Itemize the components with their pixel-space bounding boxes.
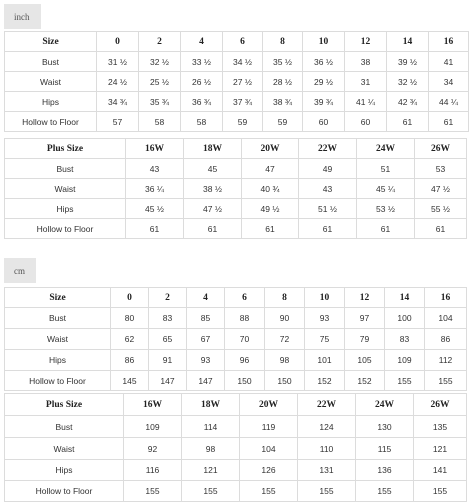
measurement-value: 92 xyxy=(124,438,182,460)
measurement-value: 121 xyxy=(182,460,240,481)
measurement-value: 41 ¼ xyxy=(345,92,387,112)
measurement-value: 53 xyxy=(415,159,467,179)
measurement-value: 51 ½ xyxy=(299,199,357,219)
size-header-cell: 20W xyxy=(242,139,299,159)
measurement-label: Bust xyxy=(5,159,126,179)
size-header-cell: 16 xyxy=(429,32,469,52)
table-row xyxy=(5,199,467,219)
table-row xyxy=(5,481,467,502)
measurement-value: 105 xyxy=(345,350,385,371)
measurement-value: 136 xyxy=(356,460,414,481)
unit-label-cm: cm xyxy=(4,258,36,283)
measurement-value: 59 xyxy=(263,112,303,132)
measurement-value: 29 ½ xyxy=(303,72,345,92)
measurement-value: 36 ¼ xyxy=(126,179,184,199)
measurement-value: 150 xyxy=(265,371,305,391)
measurement-value: 83 xyxy=(385,329,425,350)
measurement-value: 43 xyxy=(126,159,184,179)
measurement-value: 150 xyxy=(225,371,265,391)
inch-standard-size-table xyxy=(4,31,469,132)
measurement-value: 155 xyxy=(356,481,414,502)
table-row xyxy=(5,371,467,391)
size-header-cell: 2 xyxy=(139,32,181,52)
size-header-cell: 14 xyxy=(385,288,425,308)
measurement-value: 152 xyxy=(345,371,385,391)
measurement-value: 61 xyxy=(184,219,242,239)
measurement-value: 109 xyxy=(124,416,182,438)
size-header-cell: 18W xyxy=(184,139,242,159)
size-header-cell: 4 xyxy=(187,288,225,308)
measurement-value: 126 xyxy=(240,460,298,481)
measurement-value: 155 xyxy=(385,371,425,391)
measurement-value: 34 xyxy=(429,72,469,92)
measurement-value: 37 ¾ xyxy=(223,92,263,112)
measurement-value: 61 xyxy=(357,219,415,239)
measurement-value: 38 ½ xyxy=(184,179,242,199)
measurement-value: 90 xyxy=(265,308,305,329)
measurement-value: 42 ¾ xyxy=(387,92,429,112)
measurement-value: 39 ½ xyxy=(387,52,429,72)
measurement-label: Hips xyxy=(5,350,111,371)
measurement-value: 49 ½ xyxy=(242,199,299,219)
measurement-value: 43 xyxy=(299,179,357,199)
size-header-cell: 12 xyxy=(345,288,385,308)
table-row xyxy=(5,72,469,92)
measurement-value: 61 xyxy=(415,219,467,239)
measurement-value: 36 ½ xyxy=(303,52,345,72)
measurement-value: 61 xyxy=(126,219,184,239)
measurement-value: 72 xyxy=(265,329,305,350)
measurement-value: 116 xyxy=(124,460,182,481)
measurement-value: 51 xyxy=(357,159,415,179)
measurement-value: 26 ½ xyxy=(181,72,223,92)
size-header-cell: 26W xyxy=(415,139,467,159)
measurement-value: 25 ½ xyxy=(139,72,181,92)
header-row xyxy=(5,32,469,52)
measurement-value: 31 ½ xyxy=(97,52,139,72)
measurement-value: 31 xyxy=(345,72,387,92)
measurement-value: 130 xyxy=(356,416,414,438)
size-header-cell: 16W xyxy=(124,394,182,416)
measurement-value: 32 ½ xyxy=(139,52,181,72)
measurement-value: 79 xyxy=(345,329,385,350)
measurement-value: 67 xyxy=(187,329,225,350)
size-header-cell: 8 xyxy=(265,288,305,308)
measurement-label: Bust xyxy=(5,308,111,329)
measurement-value: 28 ½ xyxy=(263,72,303,92)
size-header-cell: 12 xyxy=(345,32,387,52)
measurement-value: 121 xyxy=(414,438,467,460)
measurement-value: 55 ½ xyxy=(415,199,467,219)
size-header-cell: 24W xyxy=(357,139,415,159)
measurement-value: 58 xyxy=(181,112,223,132)
size-column-header: Plus Size xyxy=(5,394,124,416)
size-header-cell: 16W xyxy=(126,139,184,159)
measurement-value: 155 xyxy=(298,481,356,502)
measurement-value: 98 xyxy=(265,350,305,371)
measurement-value: 75 xyxy=(305,329,345,350)
size-header-cell: 10 xyxy=(305,288,345,308)
measurement-value: 152 xyxy=(305,371,345,391)
measurement-value: 47 xyxy=(242,159,299,179)
measurement-value: 112 xyxy=(425,350,467,371)
measurement-value: 39 ¾ xyxy=(303,92,345,112)
table-row xyxy=(5,308,467,329)
measurement-value: 155 xyxy=(425,371,467,391)
measurement-value: 124 xyxy=(298,416,356,438)
measurement-value: 93 xyxy=(305,308,345,329)
cm-standard-size-table xyxy=(4,287,467,391)
measurement-value: 83 xyxy=(149,308,187,329)
size-header-cell: 24W xyxy=(356,394,414,416)
measurement-value: 104 xyxy=(425,308,467,329)
inch-plus-size-table xyxy=(4,138,467,239)
table-row xyxy=(5,438,467,460)
measurement-label: Hips xyxy=(5,460,124,481)
measurement-label: Hollow to Floor xyxy=(5,219,126,239)
measurement-value: 35 ¾ xyxy=(139,92,181,112)
measurement-value: 61 xyxy=(387,112,429,132)
size-header-cell: 6 xyxy=(223,32,263,52)
size-column-header: Plus Size xyxy=(5,139,126,159)
measurement-value: 155 xyxy=(182,481,240,502)
measurement-value: 58 xyxy=(139,112,181,132)
table-row xyxy=(5,92,469,112)
measurement-value: 101 xyxy=(305,350,345,371)
size-header-cell: 4 xyxy=(181,32,223,52)
measurement-label: Hollow to Floor xyxy=(5,481,124,502)
size-header-cell: 22W xyxy=(298,394,356,416)
measurement-value: 38 xyxy=(345,52,387,72)
header-row xyxy=(5,288,467,308)
measurement-value: 70 xyxy=(225,329,265,350)
measurement-value: 119 xyxy=(240,416,298,438)
measurement-label: Hollow to Floor xyxy=(5,371,111,391)
size-header-cell: 16 xyxy=(425,288,467,308)
measurement-value: 45 xyxy=(184,159,242,179)
measurement-value: 24 ½ xyxy=(97,72,139,92)
measurement-value: 86 xyxy=(425,329,467,350)
measurement-value: 32 ½ xyxy=(387,72,429,92)
measurement-value: 104 xyxy=(240,438,298,460)
measurement-value: 57 xyxy=(97,112,139,132)
measurement-label: Waist xyxy=(5,72,97,92)
measurement-value: 155 xyxy=(124,481,182,502)
measurement-value: 47 ½ xyxy=(184,199,242,219)
table-row xyxy=(5,416,467,438)
measurement-value: 110 xyxy=(298,438,356,460)
measurement-value: 61 xyxy=(429,112,469,132)
measurement-label: Waist xyxy=(5,329,111,350)
size-header-cell: 10 xyxy=(303,32,345,52)
measurement-label: Hips xyxy=(5,199,126,219)
measurement-label: Bust xyxy=(5,52,97,72)
size-header-cell: 0 xyxy=(97,32,139,52)
measurement-value: 65 xyxy=(149,329,187,350)
measurement-value: 86 xyxy=(111,350,149,371)
measurement-value: 80 xyxy=(111,308,149,329)
size-header-cell: 20W xyxy=(240,394,298,416)
size-header-cell: 14 xyxy=(387,32,429,52)
table-row xyxy=(5,179,467,199)
size-header-cell: 26W xyxy=(414,394,467,416)
measurement-value: 98 xyxy=(182,438,240,460)
measurement-value: 41 xyxy=(429,52,469,72)
measurement-label: Hollow to Floor xyxy=(5,112,97,132)
measurement-label: Hips xyxy=(5,92,97,112)
measurement-value: 109 xyxy=(385,350,425,371)
measurement-value: 141 xyxy=(414,460,467,481)
measurement-label: Waist xyxy=(5,438,124,460)
size-header-cell: 22W xyxy=(299,139,357,159)
measurement-value: 53 ½ xyxy=(357,199,415,219)
measurement-value: 45 ½ xyxy=(126,199,184,219)
measurement-value: 38 ¾ xyxy=(263,92,303,112)
measurement-value: 147 xyxy=(187,371,225,391)
measurement-value: 88 xyxy=(225,308,265,329)
measurement-value: 40 ¾ xyxy=(242,179,299,199)
header-row xyxy=(5,394,467,416)
measurement-value: 135 xyxy=(414,416,467,438)
size-header-cell: 2 xyxy=(149,288,187,308)
measurement-value: 44 ¼ xyxy=(429,92,469,112)
size-column-header: Size xyxy=(5,288,111,308)
measurement-label: Waist xyxy=(5,179,126,199)
measurement-value: 145 xyxy=(111,371,149,391)
size-header-cell: 0 xyxy=(111,288,149,308)
table-row xyxy=(5,329,467,350)
measurement-value: 35 ½ xyxy=(263,52,303,72)
measurement-value: 85 xyxy=(187,308,225,329)
measurement-value: 59 xyxy=(223,112,263,132)
measurement-value: 61 xyxy=(242,219,299,239)
measurement-value: 34 ¾ xyxy=(97,92,139,112)
measurement-value: 27 ½ xyxy=(223,72,263,92)
table-row xyxy=(5,159,467,179)
measurement-value: 61 xyxy=(299,219,357,239)
measurement-value: 36 ¾ xyxy=(181,92,223,112)
size-header-cell: 6 xyxy=(225,288,265,308)
table-row xyxy=(5,460,467,481)
measurement-value: 34 ½ xyxy=(223,52,263,72)
measurement-value: 155 xyxy=(240,481,298,502)
measurement-value: 60 xyxy=(303,112,345,132)
table-row xyxy=(5,112,469,132)
measurement-value: 114 xyxy=(182,416,240,438)
measurement-value: 131 xyxy=(298,460,356,481)
table-row xyxy=(5,52,469,72)
measurement-value: 49 xyxy=(299,159,357,179)
measurement-value: 147 xyxy=(149,371,187,391)
unit-label-inch: inch xyxy=(4,4,41,29)
measurement-value: 60 xyxy=(345,112,387,132)
measurement-value: 155 xyxy=(414,481,467,502)
measurement-label: Bust xyxy=(5,416,124,438)
measurement-value: 97 xyxy=(345,308,385,329)
measurement-value: 33 ½ xyxy=(181,52,223,72)
measurement-value: 96 xyxy=(225,350,265,371)
measurement-value: 91 xyxy=(149,350,187,371)
measurement-value: 47 ½ xyxy=(415,179,467,199)
table-row xyxy=(5,350,467,371)
measurement-value: 45 ¼ xyxy=(357,179,415,199)
table-row xyxy=(5,219,467,239)
measurement-value: 62 xyxy=(111,329,149,350)
cm-plus-size-table xyxy=(4,393,467,502)
size-header-cell: 18W xyxy=(182,394,240,416)
size-header-cell: 8 xyxy=(263,32,303,52)
header-row xyxy=(5,139,467,159)
measurement-value: 115 xyxy=(356,438,414,460)
measurement-value: 93 xyxy=(187,350,225,371)
size-column-header: Size xyxy=(5,32,97,52)
measurement-value: 100 xyxy=(385,308,425,329)
